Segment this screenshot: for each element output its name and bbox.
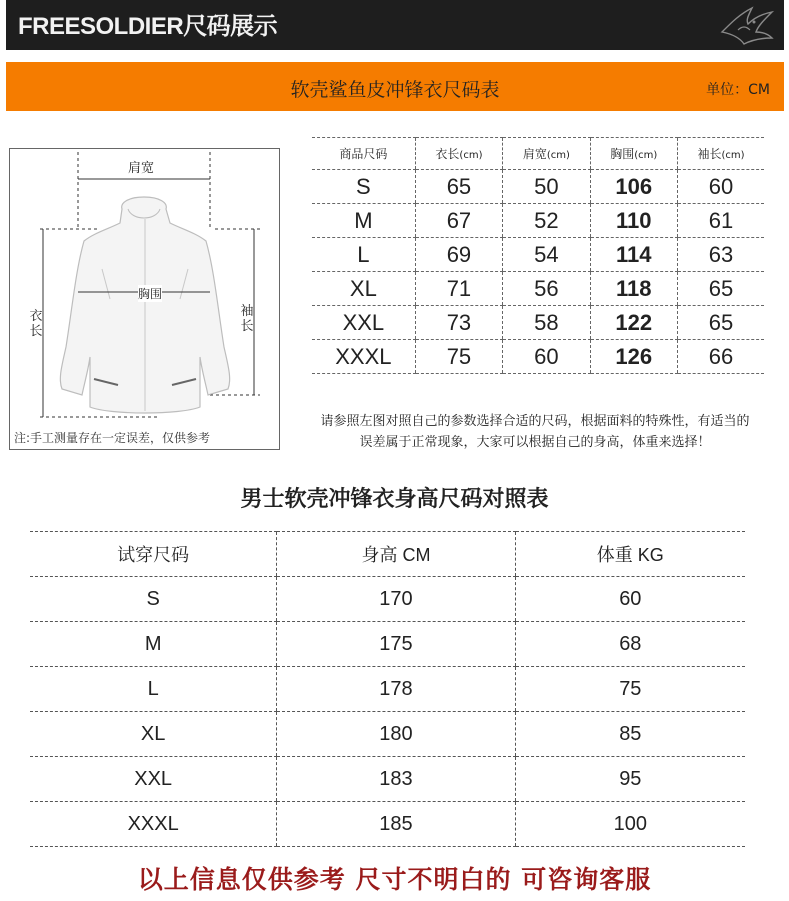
size-table-header-row [312,138,764,170]
table-cell: XL [30,712,277,757]
table-cell: 63 [677,238,764,272]
table-row [30,757,745,802]
advice-line: 请参照左图对照自己的参数选择合适的尺码，根据面料的特殊性，有适当的 [320,414,750,429]
table-cell: 95 [515,757,745,802]
table-cell: XXL [312,306,415,340]
table-cell: 52 [503,204,590,238]
table-cell: L [312,238,415,272]
table-row [30,577,745,622]
table-cell: 71 [415,272,502,306]
advice-line: 误差属于正常现象，大家可以根据自己的身高，体重来选择！ [359,435,711,450]
height-table-header: 体重 KG [515,532,745,577]
table-row [312,340,764,374]
chart-title: 软壳鲨鱼皮冲锋衣尺码表 [290,79,500,101]
size-table [312,137,764,374]
table-cell: S [312,170,415,204]
table-cell: 75 [515,667,745,712]
table-cell: 106 [590,170,677,204]
table-cell: 69 [415,238,502,272]
height-table-title: 男士软壳冲锋衣身高尺码对照表 [240,487,549,512]
brand-suffix: 尺码展示 [183,12,278,40]
table-cell: 58 [503,306,590,340]
height-table-header: 试穿尺码 [30,532,277,577]
table-cell: 110 [590,204,677,238]
table-row [30,622,745,667]
height-table [30,531,745,847]
chest-label: 胸围 [138,287,163,301]
table-cell: XXL [30,757,277,802]
table-cell: 66 [677,340,764,374]
size-table-header: 商品尺码 [312,138,415,170]
measurement-diagram [9,148,280,450]
table-cell: 114 [590,238,677,272]
table-cell: 75 [415,340,502,374]
table-cell: 85 [515,712,745,757]
table-cell: 118 [590,272,677,306]
table-cell: 122 [590,306,677,340]
table-cell: 60 [515,577,745,622]
table-cell: 65 [677,306,764,340]
brand-name: FREESOLDIER [18,13,184,40]
unit-label: 单位：CM [706,82,770,98]
title-bar [6,62,784,111]
table-row [312,306,764,340]
height-table-header: 身高 CM [277,532,515,577]
table-cell: 50 [503,170,590,204]
table-row [30,712,745,757]
table-row [312,170,764,204]
table-cell: 67 [415,204,502,238]
table-cell: 100 [515,802,745,847]
table-row [30,667,745,712]
table-cell: 65 [415,170,502,204]
height-table-header-row [30,532,745,577]
table-cell: 54 [503,238,590,272]
table-row [312,272,764,306]
table-cell: 180 [277,712,515,757]
shoulder-label: 肩宽 [128,161,155,176]
table-row [312,238,764,272]
table-cell: S [30,577,277,622]
table-cell: 183 [277,757,515,802]
footer-notice: 以上信息仅供参考 尺寸不明白的 可咨询客服 [137,865,652,894]
table-cell: 68 [515,622,745,667]
table-cell: XXXL [30,802,277,847]
table-cell: 185 [277,802,515,847]
table-cell: 60 [503,340,590,374]
diagram-note: 注:手工测量存在一定误差，仅供参考 [14,431,211,445]
header-bar [6,0,784,50]
table-row [30,802,745,847]
table-cell: 170 [277,577,515,622]
size-table-header: 肩宽(cm) [503,138,590,170]
table-cell: 65 [677,272,764,306]
table-cell: L [30,667,277,712]
advice-text [285,411,785,453]
eagle-logo-icon [718,2,776,48]
brand-title [18,6,277,41]
size-table-header: 胸围(cm) [590,138,677,170]
table-cell: 126 [590,340,677,374]
length-label: 衣长 [29,309,43,339]
table-cell: 175 [277,622,515,667]
table-cell: 56 [503,272,590,306]
table-cell: XL [312,272,415,306]
size-table-header: 衣长(cm) [415,138,502,170]
table-cell: M [30,622,277,667]
table-cell: XXXL [312,340,415,374]
table-cell: 61 [677,204,764,238]
table-cell: 60 [677,170,764,204]
table-cell: M [312,204,415,238]
size-table-header: 袖长(cm) [677,138,764,170]
table-cell: 178 [277,667,515,712]
table-cell: 73 [415,306,502,340]
table-row [312,204,764,238]
sleeve-label: 袖长 [240,304,254,334]
